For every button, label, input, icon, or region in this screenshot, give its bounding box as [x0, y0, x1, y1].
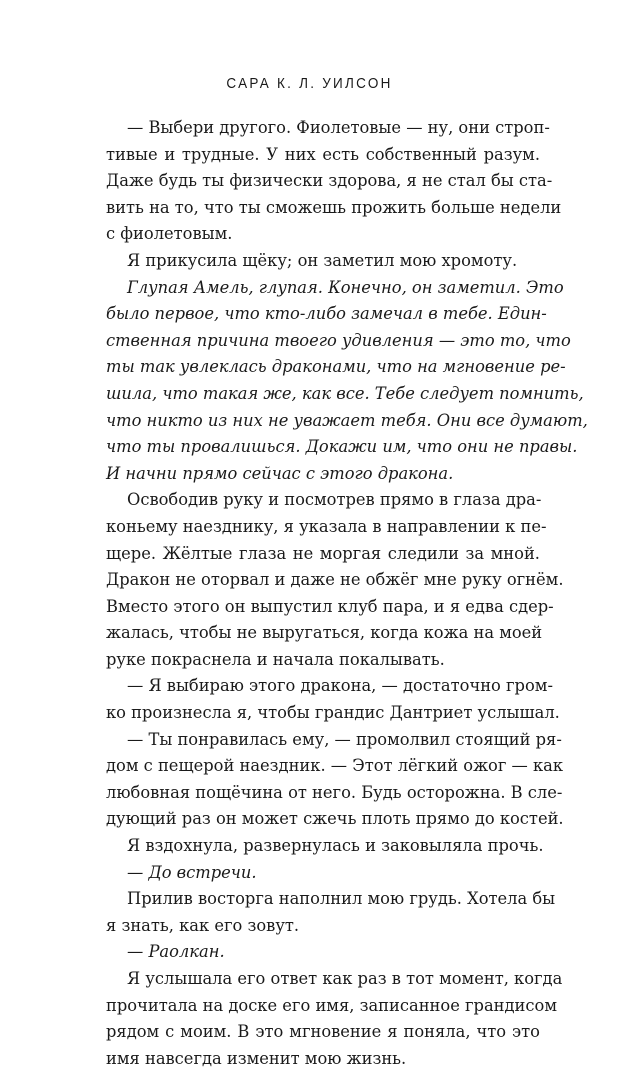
text-line: вить на то, что ты сможешь прожить больше недели	[106, 197, 562, 217]
text-line: дом с пещерой наездник. — Этот лёгкий ожог — как	[106, 756, 564, 776]
text-line: Дракон не оторвал и даже не обжёг мне руку огнём.	[106, 570, 564, 590]
paragraph	[106, 248, 540, 275]
text-line: Я прикусила щёку; он заметил мою хромоту.	[127, 250, 518, 270]
paragraph	[106, 727, 564, 833]
text-line: я знать, как его зовут.	[106, 915, 300, 935]
text-line: любовная пощёчина от него. Будь осторожна. В сле-	[106, 782, 563, 802]
text-line: рядом с моим. В это мгновение я поняла, что это	[106, 1022, 540, 1042]
text-line: щере. Жёлтые глаза не моргая следили за мной.	[106, 543, 540, 563]
paragraph	[106, 886, 556, 939]
text-line: тивые и трудные. У них есть собственный разум.	[106, 144, 540, 164]
paragraph	[106, 833, 544, 860]
text-line: — До встречи.	[127, 862, 257, 882]
text-line: Я вздохнула, развернулась и заковыляла прочь.	[127, 836, 544, 856]
text-line: что никто из них не уважает тебя. Они все думают,	[106, 410, 588, 430]
text-line: — Я выбираю этого дракона, — достаточно гром-	[127, 676, 553, 696]
text-line: Даже будь ты физически здорова, я не стал бы ста-	[106, 171, 553, 191]
text-line: прочитала на доске его имя, записанное грандисом	[106, 995, 557, 1015]
text-line: жалась, чтобы не выругаться, когда кожа на моей	[106, 623, 543, 643]
text-line: Глупая Амель, глупая. Конечно, он заметил. Это	[127, 277, 564, 297]
paragraph	[106, 966, 563, 1072]
text-line: с фиолетовым.	[106, 224, 233, 244]
paragraph	[106, 860, 540, 887]
paragraph	[106, 673, 560, 726]
text-line: имя навсегда изменит мою жизнь.	[106, 1048, 407, 1068]
text-line: коньему наезднику, я указала в направлении к пе-	[106, 516, 547, 536]
text-line: Я услышала его ответ как раз в тот момент, когда	[127, 969, 563, 988]
paragraph	[106, 939, 540, 966]
text-line: — Выбери другого. Фиолетовые — ну, они строп-	[127, 118, 550, 137]
text-line: Освободив руку и посмотрев прямо в глаза дра-	[127, 490, 542, 510]
text-line: — Ты понравилась ему, — промолвил стоящий ря-	[127, 729, 562, 749]
text-line: Вместо этого он выпустил клуб пара, и я едва сдер-	[106, 596, 554, 616]
text-line: было первое, что кто-либо замечал в тебе. Един-	[106, 304, 547, 324]
paragraph	[106, 115, 562, 248]
text-line: что ты провалишься. Докажи им, что они не правы.	[106, 437, 578, 457]
text-line: дующий раз он может сжечь плоть прямо до костей.	[106, 809, 564, 829]
running-header-author: САРА К. Л. УИЛСОН	[226, 75, 393, 92]
paragraph	[106, 275, 588, 488]
text-line: руке покраснела и начала покалывать.	[106, 649, 445, 669]
text-line: ко произнесла я, чтобы грандис Дантриет услышал.	[106, 703, 560, 723]
paragraph	[106, 487, 564, 673]
text-line: шила, что такая же, как все. Тебе следует помнить,	[106, 383, 584, 403]
text-line: И начни прямо сейчас с этого дракона.	[106, 463, 454, 483]
text-line: — Раолкан.	[127, 942, 225, 962]
body-text	[106, 115, 588, 1072]
text-line: ственная причина твоего удивления — это то, что	[106, 330, 571, 350]
text-line: Прилив восторга наполнил мою грудь. Хотела бы	[127, 889, 556, 909]
text-line: ты так увлеклась драконами, что на мгновение ре-	[106, 357, 566, 377]
